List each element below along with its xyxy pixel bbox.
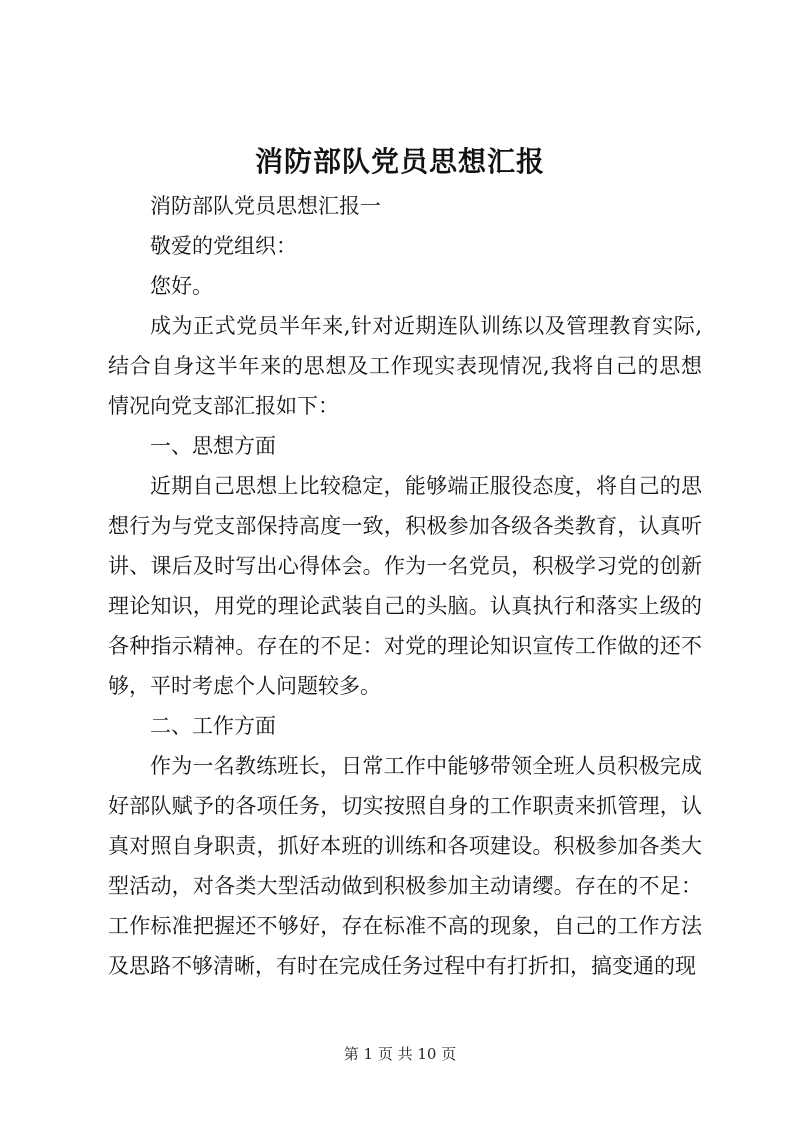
section-heading-work: 二、工作方面	[150, 714, 276, 738]
paragraph-greeting: 您好。	[150, 274, 213, 298]
document-body	[108, 186, 702, 986]
document-title: 消防部队党员思想汇报	[254, 145, 545, 178]
paragraph-salutation: 敬爱的党组织：	[150, 234, 297, 258]
paragraph-work: 作为一名教练班长，日常工作中能够带领全班人员积极完成好部队赋予的各项任务，切实按照自身的工作职责来抓管理，认真对照自身职责，抓好本班的训练和各项建设。积极参加各类大型活动，对各类大型活动做到积极参加主动请缨。存在的不足：工作标准把握还不够好，存在标准不高的现象，自己的工作方法及思路不够清晰，有时在完成任务过程中有打折扣，搞变通的现	[108, 754, 702, 978]
section-heading-thought: 一、思想方面	[150, 434, 276, 458]
paragraph-subtitle: 消防部队党员思想汇报一	[150, 194, 381, 218]
paragraph-thought: 近期自己思想上比较稳定，能够端正服役态度，将自己的思想行为与党支部保持高度一致，积极参加各级各类教育，认真听讲、课后及时写出心得体会。作为一名党员，积极学习党的创新理论知识，用党的理论武装自己的头脑。认真执行和落实上级的各种指示精神。存在的不足：对党的理论知识宣传工作做的还不够，平时考虑个人问题较多。	[108, 474, 702, 698]
page-number-footer: 第 1 页 共 10 页	[343, 1045, 457, 1063]
paragraph-intro: 成为正式党员半年来,针对近期连队训练以及管理教育实际,结合自身这半年来的思想及工作现实表现情况,我将自己的思想情况向党支部汇报如下：	[108, 314, 702, 418]
